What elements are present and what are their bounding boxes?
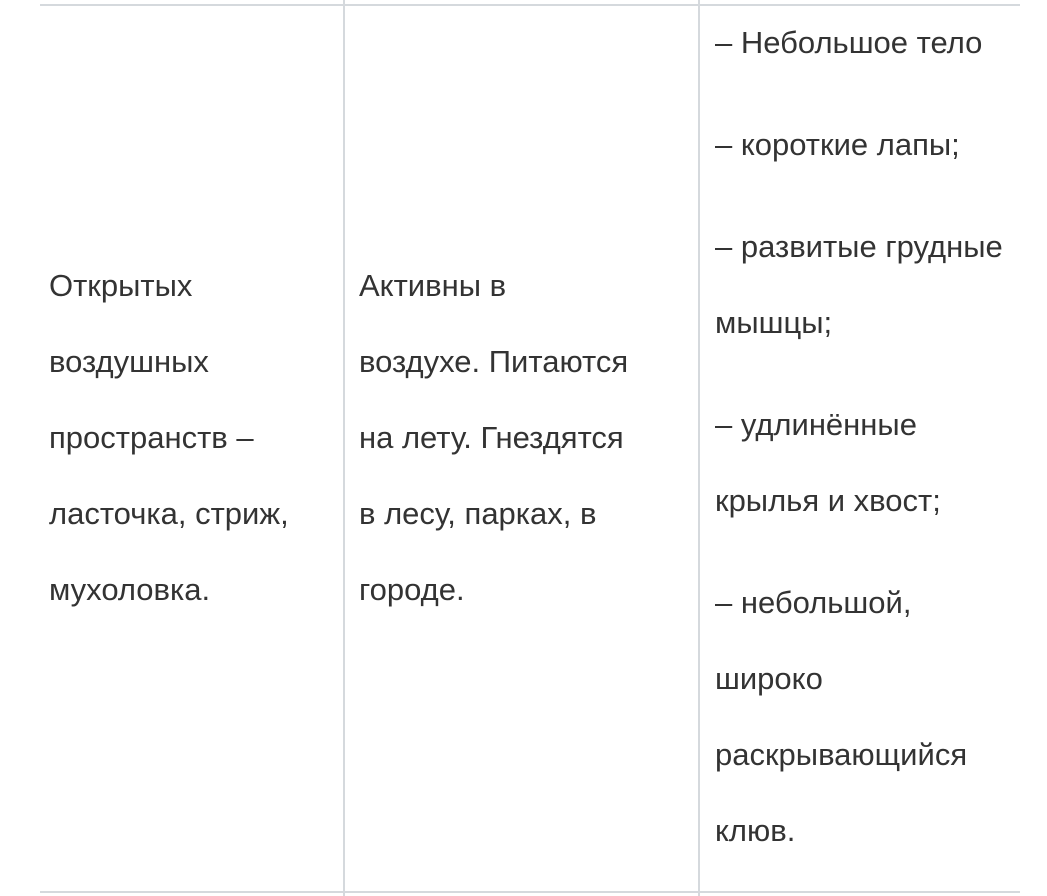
feature-line: мышцы; <box>715 305 833 340</box>
behavior-line: Активны в <box>359 268 507 303</box>
habitat-line: пространств – <box>49 420 254 455</box>
table-bottom-border <box>40 891 1020 893</box>
feature-line: крылья и хвост; <box>715 483 941 518</box>
feature-item <box>715 565 1020 869</box>
behavior-line: воздухе. Питаются <box>359 344 629 379</box>
feature-line: клюв. <box>715 813 796 848</box>
features-cell <box>715 5 1020 869</box>
feature-line: – развитые грудные <box>715 229 1003 264</box>
feature-item <box>715 387 1020 539</box>
column-divider-2 <box>698 0 700 896</box>
feature-line: раскрывающийся <box>715 737 968 772</box>
habitat-line: Открытых <box>49 268 193 303</box>
habitat-line: ласточка, стриж, <box>49 496 289 531</box>
feature-line: – короткие лапы; <box>715 127 960 162</box>
feature-line: – удлинённые <box>715 407 917 442</box>
feature-line: – небольшой, <box>715 585 912 620</box>
habitat-line: воздушных <box>49 344 209 379</box>
behavior-cell <box>359 248 694 628</box>
behavior-line: городе. <box>359 572 465 607</box>
behavior-line: в лесу, парках, в <box>359 496 597 531</box>
habitat-line: мухоловка. <box>49 572 211 607</box>
feature-line: широко <box>715 661 823 696</box>
behavior-line: на лету. Гнездятся <box>359 420 624 455</box>
feature-item <box>715 209 1020 361</box>
feature-line: – Небольшое тело <box>715 25 983 60</box>
feature-item <box>715 5 1020 81</box>
habitat-cell <box>49 248 341 628</box>
feature-item <box>715 107 1020 183</box>
column-divider-1 <box>343 0 345 896</box>
birds-table <box>40 0 1020 896</box>
